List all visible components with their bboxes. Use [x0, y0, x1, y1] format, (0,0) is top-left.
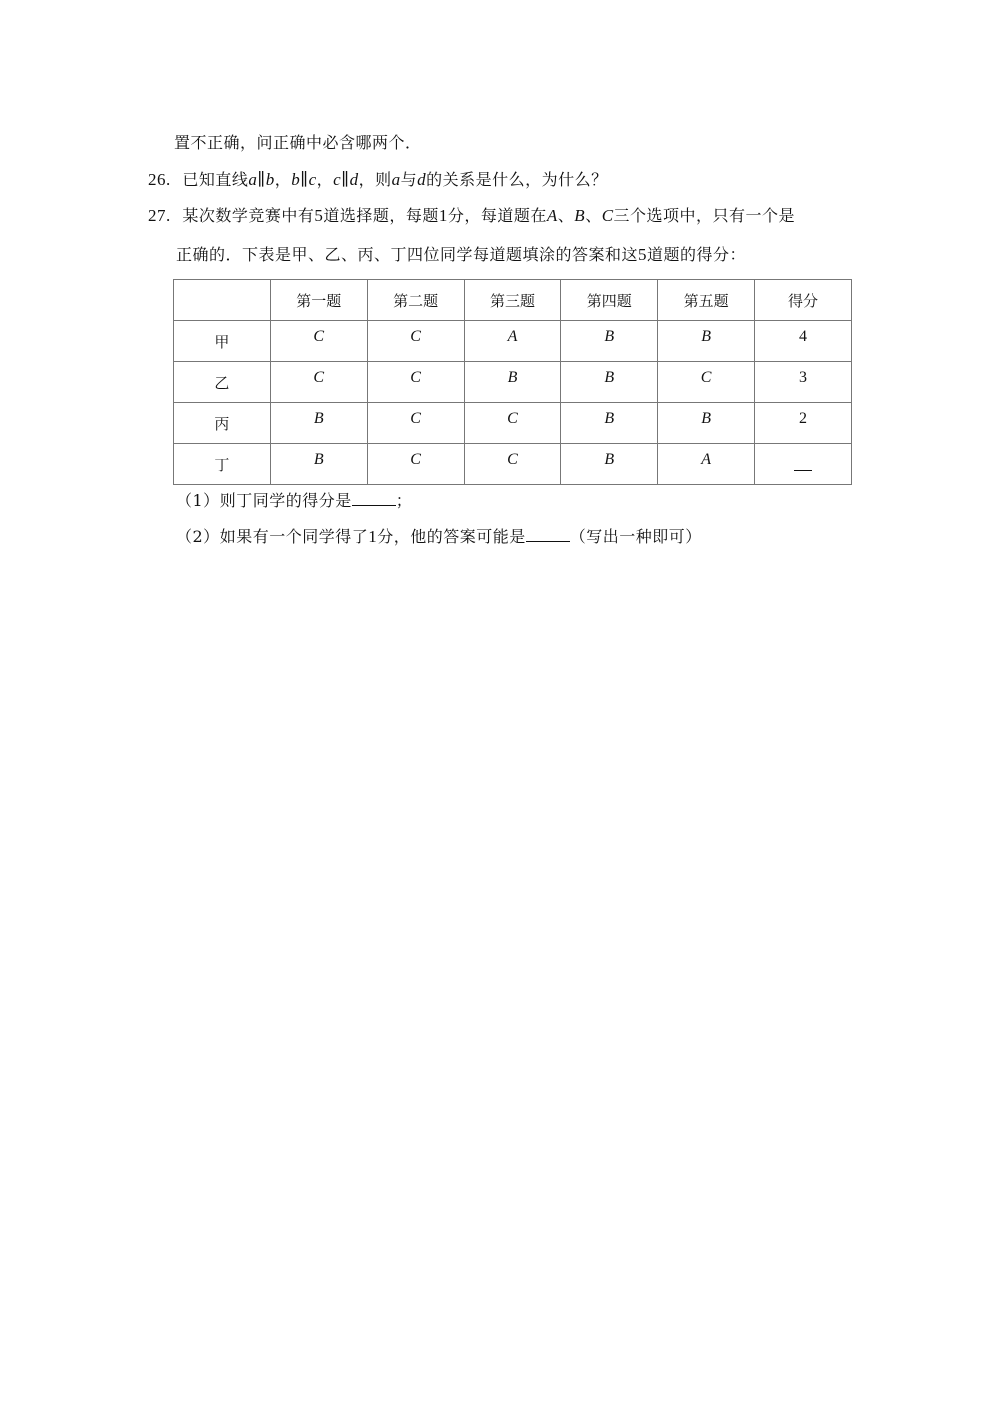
q27-l1-text-2: 道选择题，每题 [323, 206, 439, 225]
question-27-line-1 [148, 205, 795, 227]
q26-comma-2: ， [316, 170, 334, 189]
answer-cell [561, 362, 658, 403]
q26-parallel-3: ∥ [341, 170, 350, 189]
q27-l2-num-1: 5 [638, 245, 648, 264]
q27-l1-sep-2: 、 [585, 206, 602, 225]
sub-2-text-1: 如果有一个同学得了 [219, 527, 369, 546]
sub-1-answer-blank [352, 491, 396, 506]
q27-l2-text-2: 道题的得分： [647, 245, 747, 264]
q27-l1-text-3: 分，每道题在 [447, 206, 547, 225]
answer-cell [658, 321, 755, 362]
q27-l1-text-4: 三个选项中，只有一个是 [613, 206, 796, 225]
answer-cell [658, 362, 755, 403]
score-blank-cell [755, 444, 852, 485]
answer-value: B [313, 450, 324, 468]
q27-l1-var-a: A [546, 206, 558, 225]
q26-text-1: 已知直线 [182, 170, 249, 189]
header-cell-q3: 第三题 [464, 280, 561, 321]
answer-cell [367, 403, 464, 444]
answer-cell [464, 403, 561, 444]
question-27-line-2 [176, 244, 746, 266]
score-value: 2 [799, 409, 808, 427]
question-26-number: 26. [148, 170, 171, 189]
q26-var-c2: c [333, 170, 342, 189]
table-row [174, 403, 852, 444]
answer-value: C [410, 409, 421, 427]
header-cell-q5: 第五题 [658, 280, 755, 321]
sub-1-tail: ； [395, 491, 413, 510]
table-row [174, 321, 852, 362]
q27-l1-var-b: B [574, 206, 586, 225]
answer-cell [658, 403, 755, 444]
answer-cell [561, 321, 658, 362]
q27-l2-text-1: 正确的．下表是甲、乙、丙、丁四位同学每道题填涂的答案和这 [176, 245, 639, 264]
question-27-number: 27. [148, 206, 171, 225]
sub-2-label: （2） [176, 527, 220, 546]
answer-cell [270, 321, 367, 362]
answer-value: B [604, 368, 615, 386]
answer-value: B [701, 409, 712, 427]
row-name-cell: 乙 [174, 362, 271, 403]
q26-parallel-2: ∥ [300, 170, 309, 189]
q26-var-d2: d [417, 170, 427, 189]
answer-value: C [700, 368, 712, 386]
answer-value: B [604, 327, 615, 345]
q27-l1-var-c: C [601, 206, 614, 225]
answer-cell [270, 444, 367, 485]
header-cell-q1: 第一题 [270, 280, 367, 321]
answer-cell [270, 362, 367, 403]
q26-text-4: 的关系是什么，为什么？ [426, 170, 608, 189]
q26-var-b: b [265, 170, 275, 189]
answer-value: A [507, 327, 518, 345]
row-name-cell: 丁 [174, 444, 271, 485]
answer-value: B [313, 409, 324, 427]
header-cell-empty [174, 280, 271, 321]
answer-cell [464, 321, 561, 362]
answer-value: B [507, 368, 518, 386]
answer-value: C [410, 327, 421, 345]
answer-value: B [604, 450, 615, 468]
q27-l1-sep-1: 、 [557, 206, 575, 225]
sub-1-label: （1） [176, 491, 220, 510]
answer-cell [367, 321, 464, 362]
header-cell-score: 得分 [755, 280, 852, 321]
header-cell-q2: 第二题 [367, 280, 464, 321]
question-25-tail [174, 132, 422, 154]
score-cell [755, 403, 852, 444]
answer-cell [367, 444, 464, 485]
answer-value: B [604, 409, 615, 427]
answer-cell [464, 444, 561, 485]
q26-text-3: 与 [400, 170, 418, 189]
q26-parallel-1: ∥ [257, 170, 266, 189]
q26-text-2: ，则 [358, 170, 392, 189]
sub-2-num-1: 1 [368, 527, 378, 546]
score-cell [755, 362, 852, 403]
row-name-cell: 甲 [174, 321, 271, 362]
sub-2-tail: （写出一种即可） [569, 527, 702, 546]
q26-var-a: a [248, 170, 258, 189]
answer-cell [367, 362, 464, 403]
q27-l1-num-1: 5 [314, 206, 324, 225]
q27-l1-text-1: 某次数学竞赛中有 [182, 206, 315, 225]
answer-cell [658, 444, 755, 485]
question-27-sub-1 [176, 490, 412, 512]
q26-var-c: c [308, 170, 317, 189]
answer-value: C [410, 450, 421, 468]
q26-var-a2: a [391, 170, 401, 189]
sub-2-answer-blank [526, 527, 570, 542]
score-blank-line [794, 460, 812, 471]
answer-cell [464, 362, 561, 403]
question-26 [148, 169, 608, 191]
answer-cell [561, 403, 658, 444]
header-cell-q4: 第四题 [561, 280, 658, 321]
score-value: 3 [799, 368, 808, 386]
sub-1-text: 则丁同学的得分是 [219, 491, 352, 510]
table-row [174, 362, 852, 403]
row-name-cell: 丙 [174, 403, 271, 444]
question-25-tail-text: 置不正确，问正确中必含哪两个． [174, 133, 422, 152]
answer-cell [270, 403, 367, 444]
answer-value: A [701, 450, 712, 468]
answer-value: C [313, 327, 325, 345]
q27-l1-num-2: 1 [438, 206, 448, 225]
q26-var-b2: b [291, 170, 301, 189]
question-27-sub-2 [176, 526, 702, 548]
q26-comma-1: ， [274, 170, 292, 189]
answer-value: C [410, 368, 421, 386]
answer-value: C [507, 450, 518, 468]
score-value: 4 [799, 327, 808, 345]
answer-cell [561, 444, 658, 485]
score-table [173, 279, 852, 485]
answer-value: C [507, 409, 518, 427]
q26-var-d: d [349, 170, 359, 189]
table-header-row [174, 280, 852, 321]
score-cell [755, 321, 852, 362]
table-row [174, 444, 852, 485]
answer-value: C [313, 368, 325, 386]
answer-value: B [701, 327, 712, 345]
sub-2-text-2: 分，他的答案可能是 [377, 527, 526, 546]
